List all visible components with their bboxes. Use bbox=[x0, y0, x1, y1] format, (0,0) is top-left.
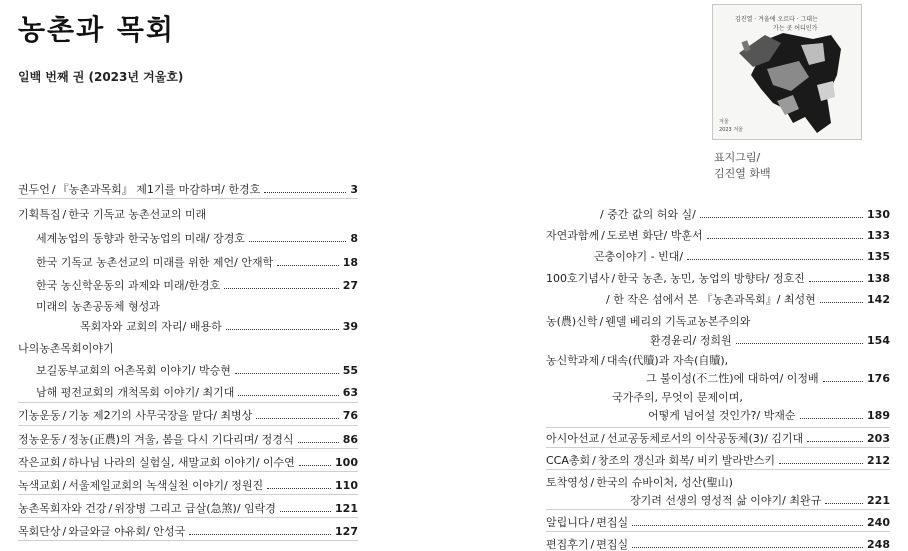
toc-page-number: 110 bbox=[335, 479, 358, 492]
toc-separator: / bbox=[590, 516, 595, 529]
toc-category: 알립니다 bbox=[546, 516, 589, 529]
toc-leader bbox=[700, 217, 863, 218]
toc-title: 와글와글 야유회/ 안성국 bbox=[68, 525, 186, 538]
toc-title: 목회자와 교회의 자리/ 배용하 bbox=[80, 320, 222, 333]
cover-art-text: 2023 겨울 bbox=[719, 127, 743, 133]
toc-leader bbox=[707, 238, 863, 239]
toc-entry bbox=[36, 386, 358, 399]
toc-page-number: 27 bbox=[342, 279, 358, 292]
toc-leader bbox=[800, 418, 863, 419]
toc-category: 나의농촌목회이야기 bbox=[18, 342, 114, 355]
rule-divider bbox=[546, 469, 890, 470]
toc-leader bbox=[820, 302, 863, 303]
toc-category: 아시아선교 bbox=[546, 432, 600, 445]
toc-separator: / bbox=[51, 183, 56, 196]
toc-page-number: 248 bbox=[867, 538, 890, 551]
toc-leader bbox=[779, 463, 863, 464]
toc-category: 목회단상 bbox=[18, 525, 61, 538]
rule-divider bbox=[546, 531, 890, 532]
rule-divider bbox=[18, 540, 358, 541]
toc-separator: / bbox=[590, 538, 595, 551]
toc-category: 권두언 bbox=[18, 183, 50, 196]
toc-leader bbox=[632, 525, 863, 526]
toc-separator: / bbox=[62, 433, 67, 446]
toc-page-number: 221 bbox=[867, 494, 890, 507]
toc-page-number: 127 bbox=[335, 525, 358, 538]
cover-caption bbox=[714, 150, 771, 182]
toc-title: 한국 농촌, 농민, 농업의 방향타/ 정호진 bbox=[617, 272, 805, 285]
toc-title: 어떻게 넘어설 것인가?/ 박재순 bbox=[648, 409, 796, 422]
toc-page-number: 176 bbox=[867, 372, 890, 385]
toc-title: 미래의 농촌공동체 형성과 bbox=[36, 300, 160, 313]
toc-page-number: 8 bbox=[350, 232, 358, 245]
toc-category: 기농운동 bbox=[18, 409, 61, 422]
toc-entry bbox=[80, 320, 358, 333]
toc-entry bbox=[612, 391, 890, 404]
toc-category: 기획특집 bbox=[18, 208, 61, 221]
toc-leader bbox=[736, 343, 863, 344]
rule-divider bbox=[18, 494, 358, 495]
toc-title: 한국 기독교 농촌선교의 미래를 위한 제언/ 안재학 bbox=[36, 256, 274, 269]
toc-leader bbox=[809, 281, 863, 282]
toc-page-number: 154 bbox=[867, 334, 890, 347]
cover-artwork bbox=[712, 4, 862, 140]
toc-entry bbox=[18, 433, 358, 446]
toc-separator: / bbox=[601, 229, 605, 242]
toc-leader bbox=[277, 265, 338, 266]
toc-page-number: 133 bbox=[867, 229, 890, 242]
toc-category: 농촌목회자와 건강 bbox=[18, 502, 107, 515]
toc-page-number: 100 bbox=[335, 456, 358, 469]
toc-entry bbox=[546, 454, 890, 467]
toc-entry bbox=[36, 300, 358, 313]
toc-category: 농신학과제 bbox=[546, 354, 600, 367]
toc-leader bbox=[238, 395, 338, 396]
toc-leader bbox=[249, 241, 346, 242]
toc-leader bbox=[280, 511, 331, 512]
toc-page-number: 189 bbox=[867, 409, 890, 422]
toc-page-number: 142 bbox=[867, 293, 890, 306]
toc-entry bbox=[546, 354, 890, 367]
cover-art-text: 가는 곳 어디인가 bbox=[773, 25, 818, 32]
toc-entry bbox=[18, 479, 358, 492]
toc-leader bbox=[687, 259, 863, 260]
toc-category: 농(農)신학 bbox=[546, 315, 598, 328]
toc-leader bbox=[226, 329, 339, 330]
cover-caption-artist: 김진열 화백 bbox=[714, 167, 771, 180]
toc-title: 도로변 화단/ 박훈서 bbox=[606, 229, 703, 242]
toc-page-number: 138 bbox=[867, 272, 890, 285]
toc-title: 곤충이야기 - 빈대/ bbox=[594, 250, 684, 263]
toc-entry bbox=[546, 516, 890, 529]
toc-entry bbox=[36, 232, 358, 245]
toc-leader bbox=[807, 441, 863, 442]
toc-separator: / bbox=[601, 432, 605, 445]
toc-entry bbox=[648, 409, 890, 422]
toc-title: 그 불이성(不二性)에 대하여/ 이정배 bbox=[646, 372, 819, 385]
toc-leader bbox=[825, 503, 863, 504]
toc-leader bbox=[823, 381, 863, 382]
toc-page-number: 130 bbox=[867, 208, 890, 221]
toc-leader bbox=[299, 465, 331, 466]
toc-entry bbox=[18, 183, 358, 196]
rule-divider bbox=[18, 448, 358, 449]
toc-title: 대속(代贖)과 자속(自贖), bbox=[606, 354, 729, 367]
toc-title: 한국의 슈바이처, 성산(聖山) bbox=[596, 476, 733, 489]
toc-title: 한국 기독교 농촌선교의 미래 bbox=[68, 208, 207, 221]
toc-title: 보길동부교회의 어촌목회 이야기/ 박승현 bbox=[36, 364, 231, 377]
toc-leader bbox=[235, 373, 339, 374]
toc-page-number: 18 bbox=[342, 256, 358, 269]
toc-separator: / bbox=[599, 315, 604, 328]
toc-entry bbox=[546, 432, 890, 445]
toc-separator: / bbox=[62, 208, 67, 221]
toc-separator: / bbox=[592, 454, 596, 467]
toc-page-number: 63 bbox=[342, 386, 358, 399]
toc-entry bbox=[594, 250, 890, 263]
toc-entry bbox=[646, 372, 890, 385]
toc-title: 웬델 베리의 기독교농본주의와 bbox=[605, 315, 751, 328]
toc-leader bbox=[256, 418, 338, 419]
magazine-title: 농촌과 목회 bbox=[18, 13, 175, 46]
toc-entry bbox=[546, 476, 890, 489]
toc-entry bbox=[18, 342, 358, 355]
toc-separator: / bbox=[601, 354, 605, 367]
toc-separator: / bbox=[62, 479, 67, 492]
issue-subtitle: 일백 번째 권 (2023년 겨울호) bbox=[18, 70, 184, 84]
toc-page-number: 135 bbox=[867, 250, 890, 263]
toc-entry bbox=[36, 364, 358, 377]
toc-entry bbox=[36, 279, 358, 292]
toc-title: / 한 작은 섬에서 본 『농촌과목회』/ 최성현 bbox=[606, 293, 816, 306]
toc-title: 『농촌과목회』 제1기를 마감하며/ 한경호 bbox=[57, 183, 261, 196]
toc-page-number: 240 bbox=[867, 516, 890, 529]
toc-title: 정농(正農)의 겨울, 봄을 다시 기다리며/ 정경식 bbox=[68, 433, 294, 446]
toc-separator: / bbox=[590, 476, 595, 489]
toc-title: 환경윤리/ 정희원 bbox=[650, 334, 732, 347]
toc-entry bbox=[546, 229, 890, 242]
toc-title: 선교공동체로서의 이삭공동체(3)/ 김기대 bbox=[606, 432, 804, 445]
cover-caption-label: 표지그림/ bbox=[714, 151, 761, 164]
toc-title: 서울제일교회의 녹색실천 이야기/ 정원진 bbox=[68, 479, 264, 492]
toc-title: 창조의 갱신과 회복/ 비키 발라반스키 bbox=[597, 454, 775, 467]
toc-entry bbox=[650, 334, 890, 347]
toc-leader bbox=[298, 442, 339, 443]
toc-entry bbox=[18, 409, 358, 422]
toc-separator: / bbox=[62, 409, 67, 422]
toc-title: 한국 농신학운동의 과제와 미래/한경호 bbox=[36, 279, 221, 292]
toc-entry bbox=[546, 272, 890, 285]
toc-title: 남해 평전교회의 개척목회 이야기/ 최기대 bbox=[36, 386, 235, 399]
toc-title: 국가주의, 무엇이 문제이며, bbox=[612, 391, 743, 404]
toc-entry bbox=[546, 315, 890, 328]
rule-divider bbox=[546, 509, 890, 510]
toc-entry bbox=[546, 538, 890, 551]
rule-divider bbox=[18, 198, 358, 199]
toc-entry bbox=[600, 208, 890, 221]
rule-divider bbox=[18, 425, 358, 426]
toc-separator: / bbox=[62, 525, 67, 538]
toc-entry bbox=[18, 456, 358, 469]
toc-leader bbox=[267, 488, 331, 489]
toc-category: CCA총회 bbox=[546, 454, 591, 467]
toc-category: 녹색교회 bbox=[18, 479, 61, 492]
rule-divider bbox=[18, 517, 358, 518]
toc-entry bbox=[18, 208, 358, 221]
toc-page-number: 86 bbox=[342, 433, 358, 446]
toc-category: 작은교회 bbox=[18, 456, 61, 469]
toc-entry bbox=[18, 525, 358, 538]
toc-separator: / bbox=[62, 456, 67, 469]
toc-separator: / bbox=[611, 272, 616, 285]
toc-title: 편집실 bbox=[596, 538, 629, 551]
toc-page-number: 55 bbox=[342, 364, 358, 377]
toc-page-number: 203 bbox=[867, 432, 890, 445]
toc-category: 토착영성 bbox=[546, 476, 589, 489]
toc-entry bbox=[606, 293, 890, 306]
toc-title: 편집실 bbox=[596, 516, 629, 529]
rule-divider bbox=[18, 471, 358, 472]
toc-category: 자연과함께 bbox=[546, 229, 600, 242]
rule-divider bbox=[18, 402, 358, 403]
toc-leader bbox=[224, 288, 338, 289]
cover-art-text: 겨울 bbox=[719, 119, 729, 125]
toc-title: 위장병 그리고 급살(急煞)/ 임락경 bbox=[114, 502, 276, 515]
toc-title: 하나님 나라의 실험실, 새말교회 이야기/ 이수연 bbox=[68, 456, 295, 469]
toc-entry bbox=[630, 494, 890, 507]
toc-leader bbox=[264, 192, 346, 193]
toc-category: 정농운동 bbox=[18, 433, 61, 446]
toc-page-number: 39 bbox=[342, 320, 358, 333]
toc-separator: / bbox=[108, 502, 113, 515]
toc-entry bbox=[36, 256, 358, 269]
toc-title: 세계농업의 동향과 한국농업의 미래/ 장경호 bbox=[36, 232, 245, 245]
toc-page-number: 212 bbox=[867, 454, 890, 467]
toc-category: 편집후기 bbox=[546, 538, 589, 551]
toc-entry bbox=[18, 502, 358, 515]
toc-category: 100호기념사 bbox=[546, 272, 610, 285]
toc-page-number: 76 bbox=[342, 409, 358, 422]
cover-art-text: 김진열 · 겨울에 오르다 · 그대는 bbox=[735, 16, 818, 23]
rule-divider bbox=[546, 427, 890, 428]
toc-page-number: 3 bbox=[350, 183, 358, 196]
toc-page-number: 121 bbox=[335, 502, 358, 515]
toc-title: 장기려 선생의 영성적 삶 이야기/ 최완규 bbox=[630, 494, 822, 507]
rule-divider bbox=[546, 447, 890, 448]
toc-leader bbox=[189, 534, 331, 535]
toc-title: 기농 제2기의 사무국장을 맡다/ 최병상 bbox=[68, 409, 253, 422]
toc-title: / 중간 값의 허와 실/ bbox=[600, 208, 696, 221]
